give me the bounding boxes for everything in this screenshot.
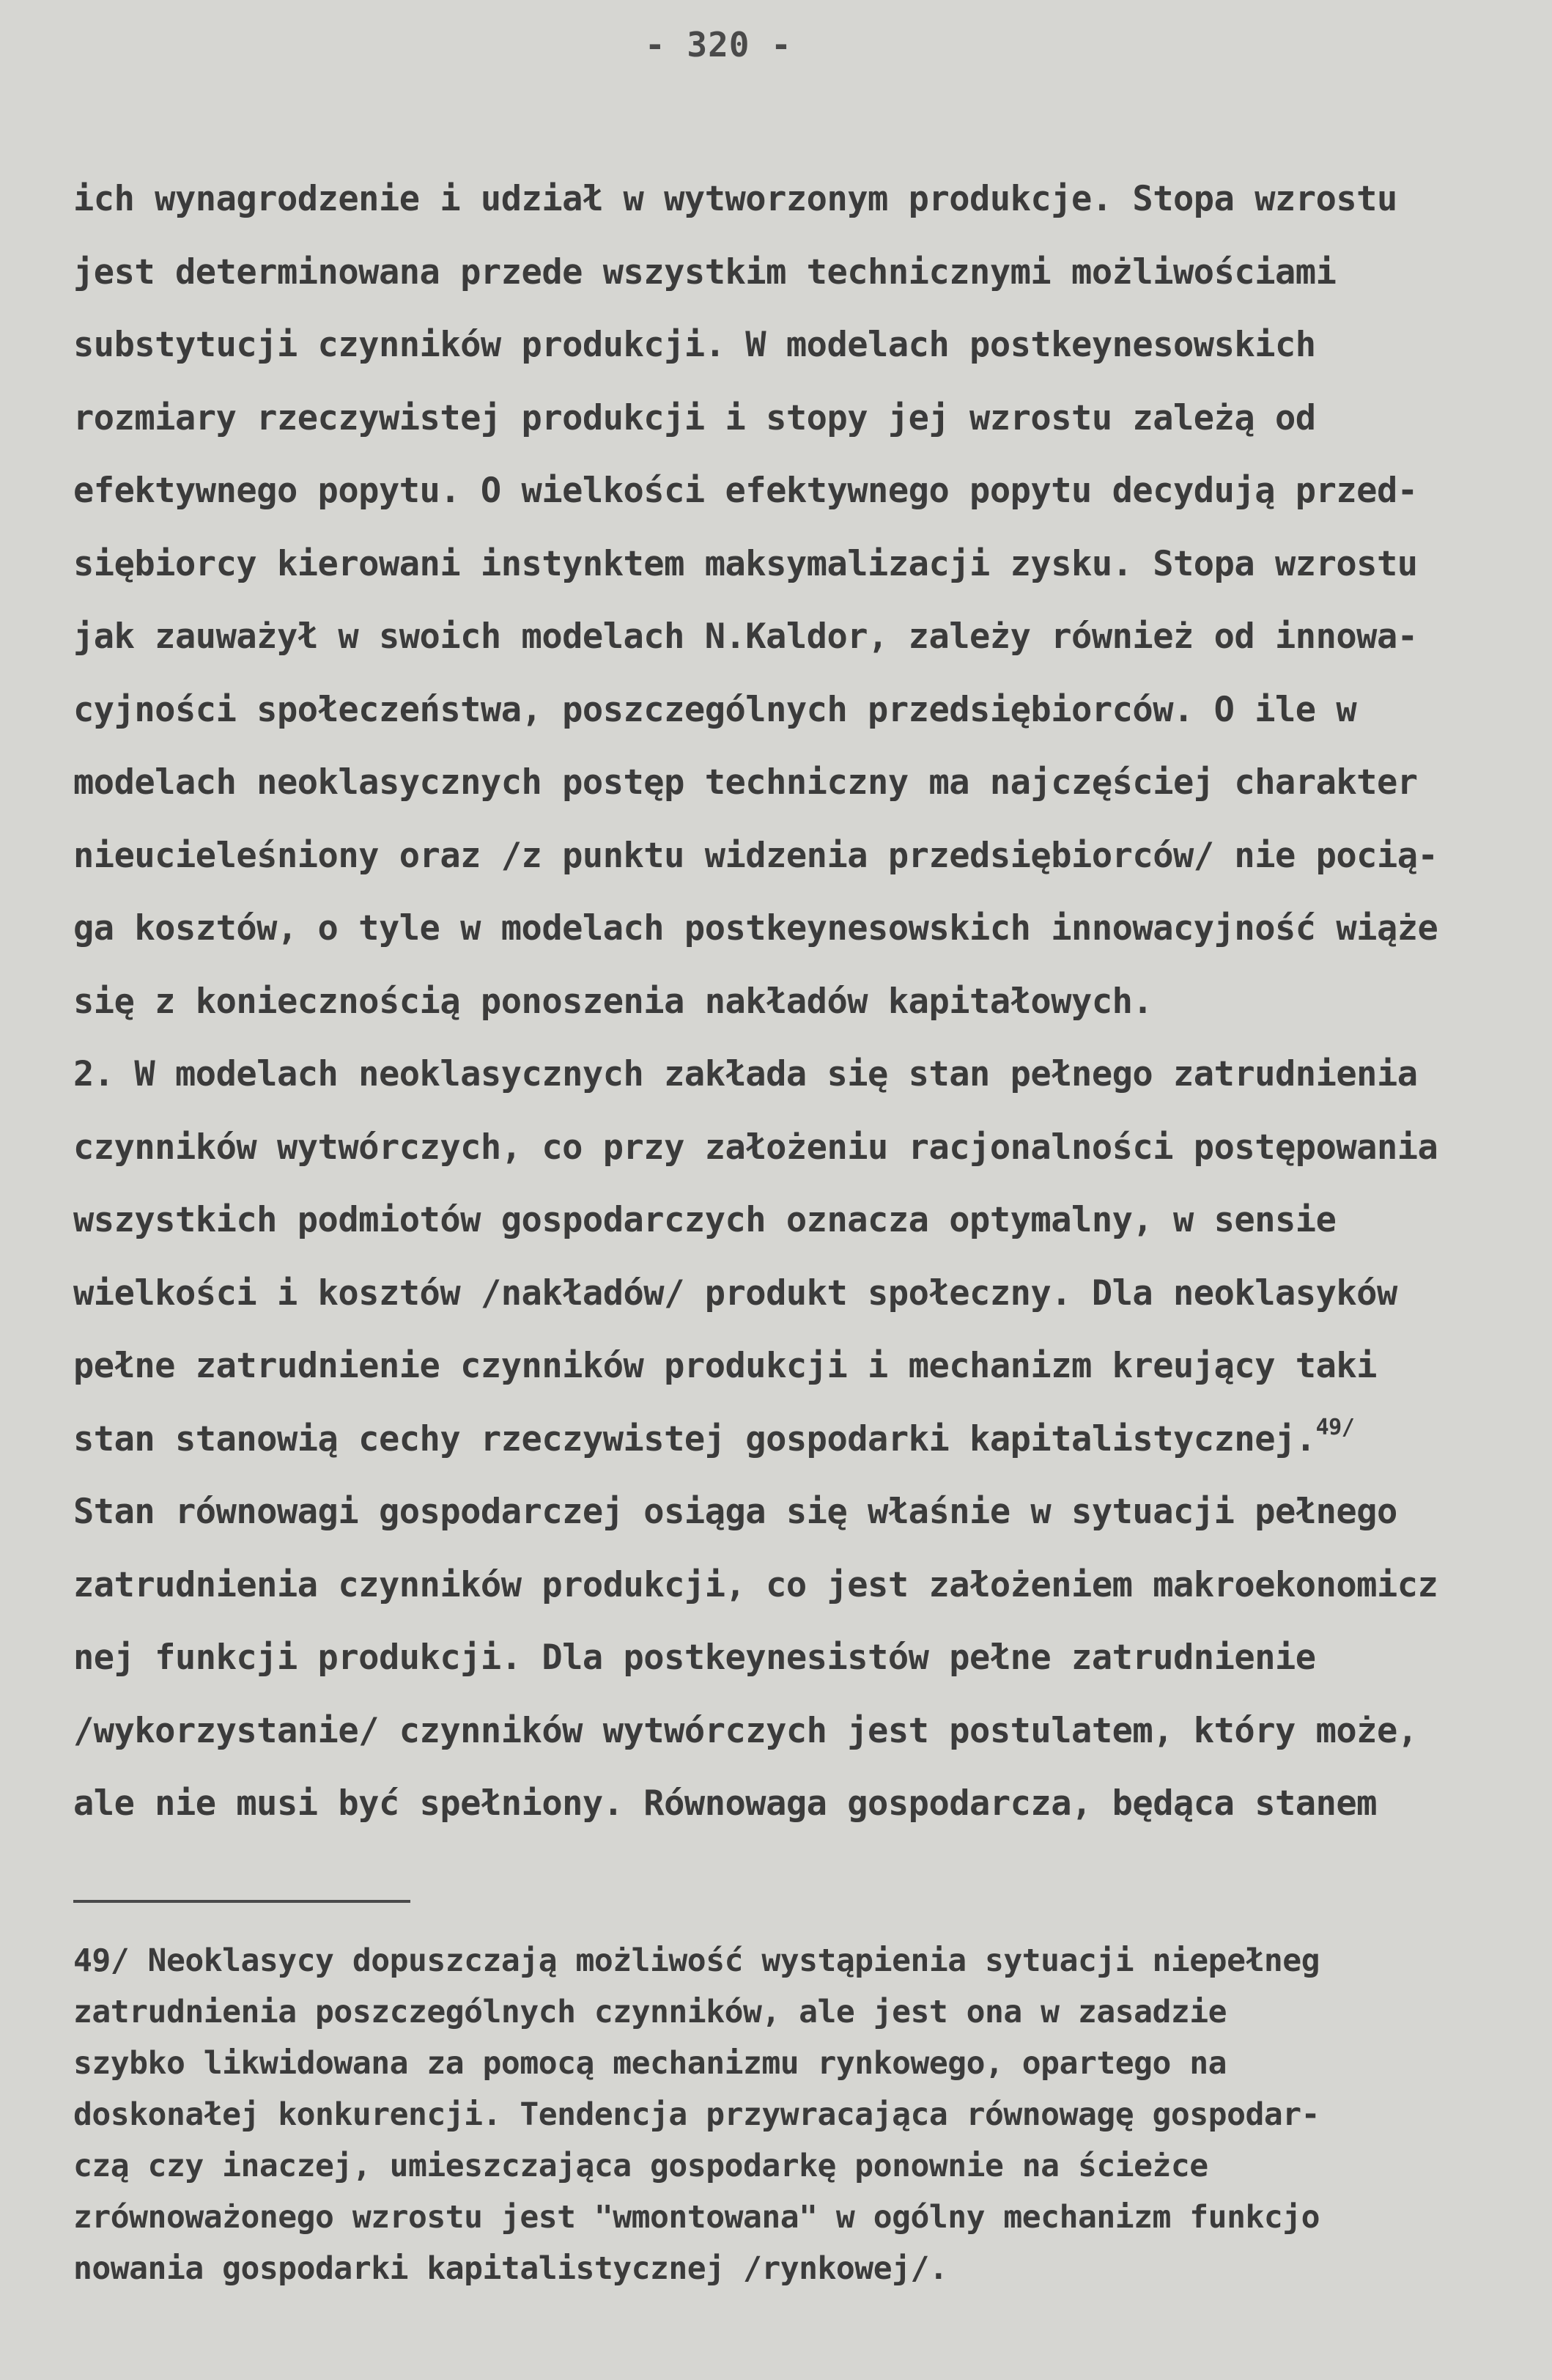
text-line: rozmiary rzeczywistej produkcji i stopy jej wzrostu zależą od xyxy=(73,397,1316,438)
footnote-line: zatrudnienia poszczególnych czynników, ale jest ona w zasadzie xyxy=(73,1994,1227,2030)
footnote-divider xyxy=(73,1900,410,1903)
text-line: substytucji czynników produkcji. W modelach postkeynesowskich xyxy=(73,325,1316,365)
footnote-line: czą czy inaczej, umieszczająca gospodarkę ponownie na ścieżce xyxy=(73,2148,1208,2184)
page-number: - 320 - xyxy=(645,25,792,65)
text-line: /wykorzystanie/ czynników wytwórczych jest postulatem, który może, xyxy=(73,1710,1418,1751)
text-line: Stan równowagi gospodarczej osiąga się właśnie w sytuacji pełnego xyxy=(73,1492,1397,1532)
text-line: modelach neoklasycznych postęp techniczny ma najczęściej charakter xyxy=(73,762,1418,803)
text-line: siębiorcy kierowani instynktem maksymalizacji zysku. Stopa wzrostu xyxy=(73,543,1418,584)
footnote xyxy=(73,1935,1552,2294)
text-line: jest determinowana przede wszystkim technicznymi możliwościami xyxy=(73,251,1337,292)
text-line: czynników wytwórczych, co przy założeniu racjonalności postępowania xyxy=(73,1127,1438,1168)
text-line: jak zauważył w swoich modelach N.Kaldor, zależy również od innowa- xyxy=(73,616,1418,657)
footnote-line: doskonałej konkurencji. Tendencja przywracająca równowagę gospodar- xyxy=(73,2096,1320,2133)
footnote-line: nowania gospodarki kapitalistycznej /rynkowej/. xyxy=(73,2250,948,2287)
text-line: stan stanowią cechy rzeczywistej gospodarki kapitalistycznej. xyxy=(73,1418,1316,1459)
footnote-line: 49/ Neoklasycy dopuszczają możliwość wystąpienia sytuacji niepełneg xyxy=(73,1942,1320,1979)
text-line: efektywnego popytu. O wielkości efektywnego popytu decydują przed- xyxy=(73,471,1418,511)
text-line: ich wynagrodzenie i udział w wytworzonym produkcje. Stopa wzrostu xyxy=(73,179,1397,219)
text-line: wielkości i kosztów /nakładów/ produkt społeczny. Dla neoklasyków xyxy=(73,1272,1397,1314)
text-line-with-footnote-ref xyxy=(73,1403,1552,1476)
text-line: pełne zatrudnienie czynników produkcji i mechanizm kreujący taki xyxy=(73,1346,1377,1386)
text-line: nieucieleśniony oraz /z punktu widzenia przedsiębiorców/ nie pocią- xyxy=(73,835,1438,876)
text-line: 2. W modelach neoklasycznych zakłada się stan pełnego zatrudnienia xyxy=(73,1054,1418,1094)
main-text xyxy=(73,163,1552,1841)
footnote-line: zrównoważonego wzrostu jest "wmontowana" w ogólny mechanizm funkcjo xyxy=(73,2199,1320,2236)
footnote-line: szybko likwidowana za pomocą mechanizmu rynkowego, opartego na xyxy=(73,2045,1227,2082)
text-line: wszystkich podmiotów gospodarczych oznacza optymalny, w sensie xyxy=(73,1200,1337,1240)
text-line: zatrudnienia czynników produkcji, co jest założeniem makroekonomicz xyxy=(73,1564,1438,1605)
text-line: cyjności społeczeństwa, poszczególnych przedsiębiorców. O ile w xyxy=(73,689,1357,730)
text-line: się z koniecznością ponoszenia nakładów kapitałowych. xyxy=(73,981,1153,1022)
text-line: ga kosztów, o tyle w modelach postkeynesowskich innowacyjność wiąże xyxy=(73,908,1438,948)
text-line: nej funkcji produkcji. Dla postkeynesistów pełne zatrudnienie xyxy=(73,1637,1316,1678)
footnote-reference: 49/ xyxy=(1315,1414,1355,1440)
text-line: ale nie musi być spełniony. Równowaga gospodarcza, będąca stanem xyxy=(73,1783,1377,1824)
